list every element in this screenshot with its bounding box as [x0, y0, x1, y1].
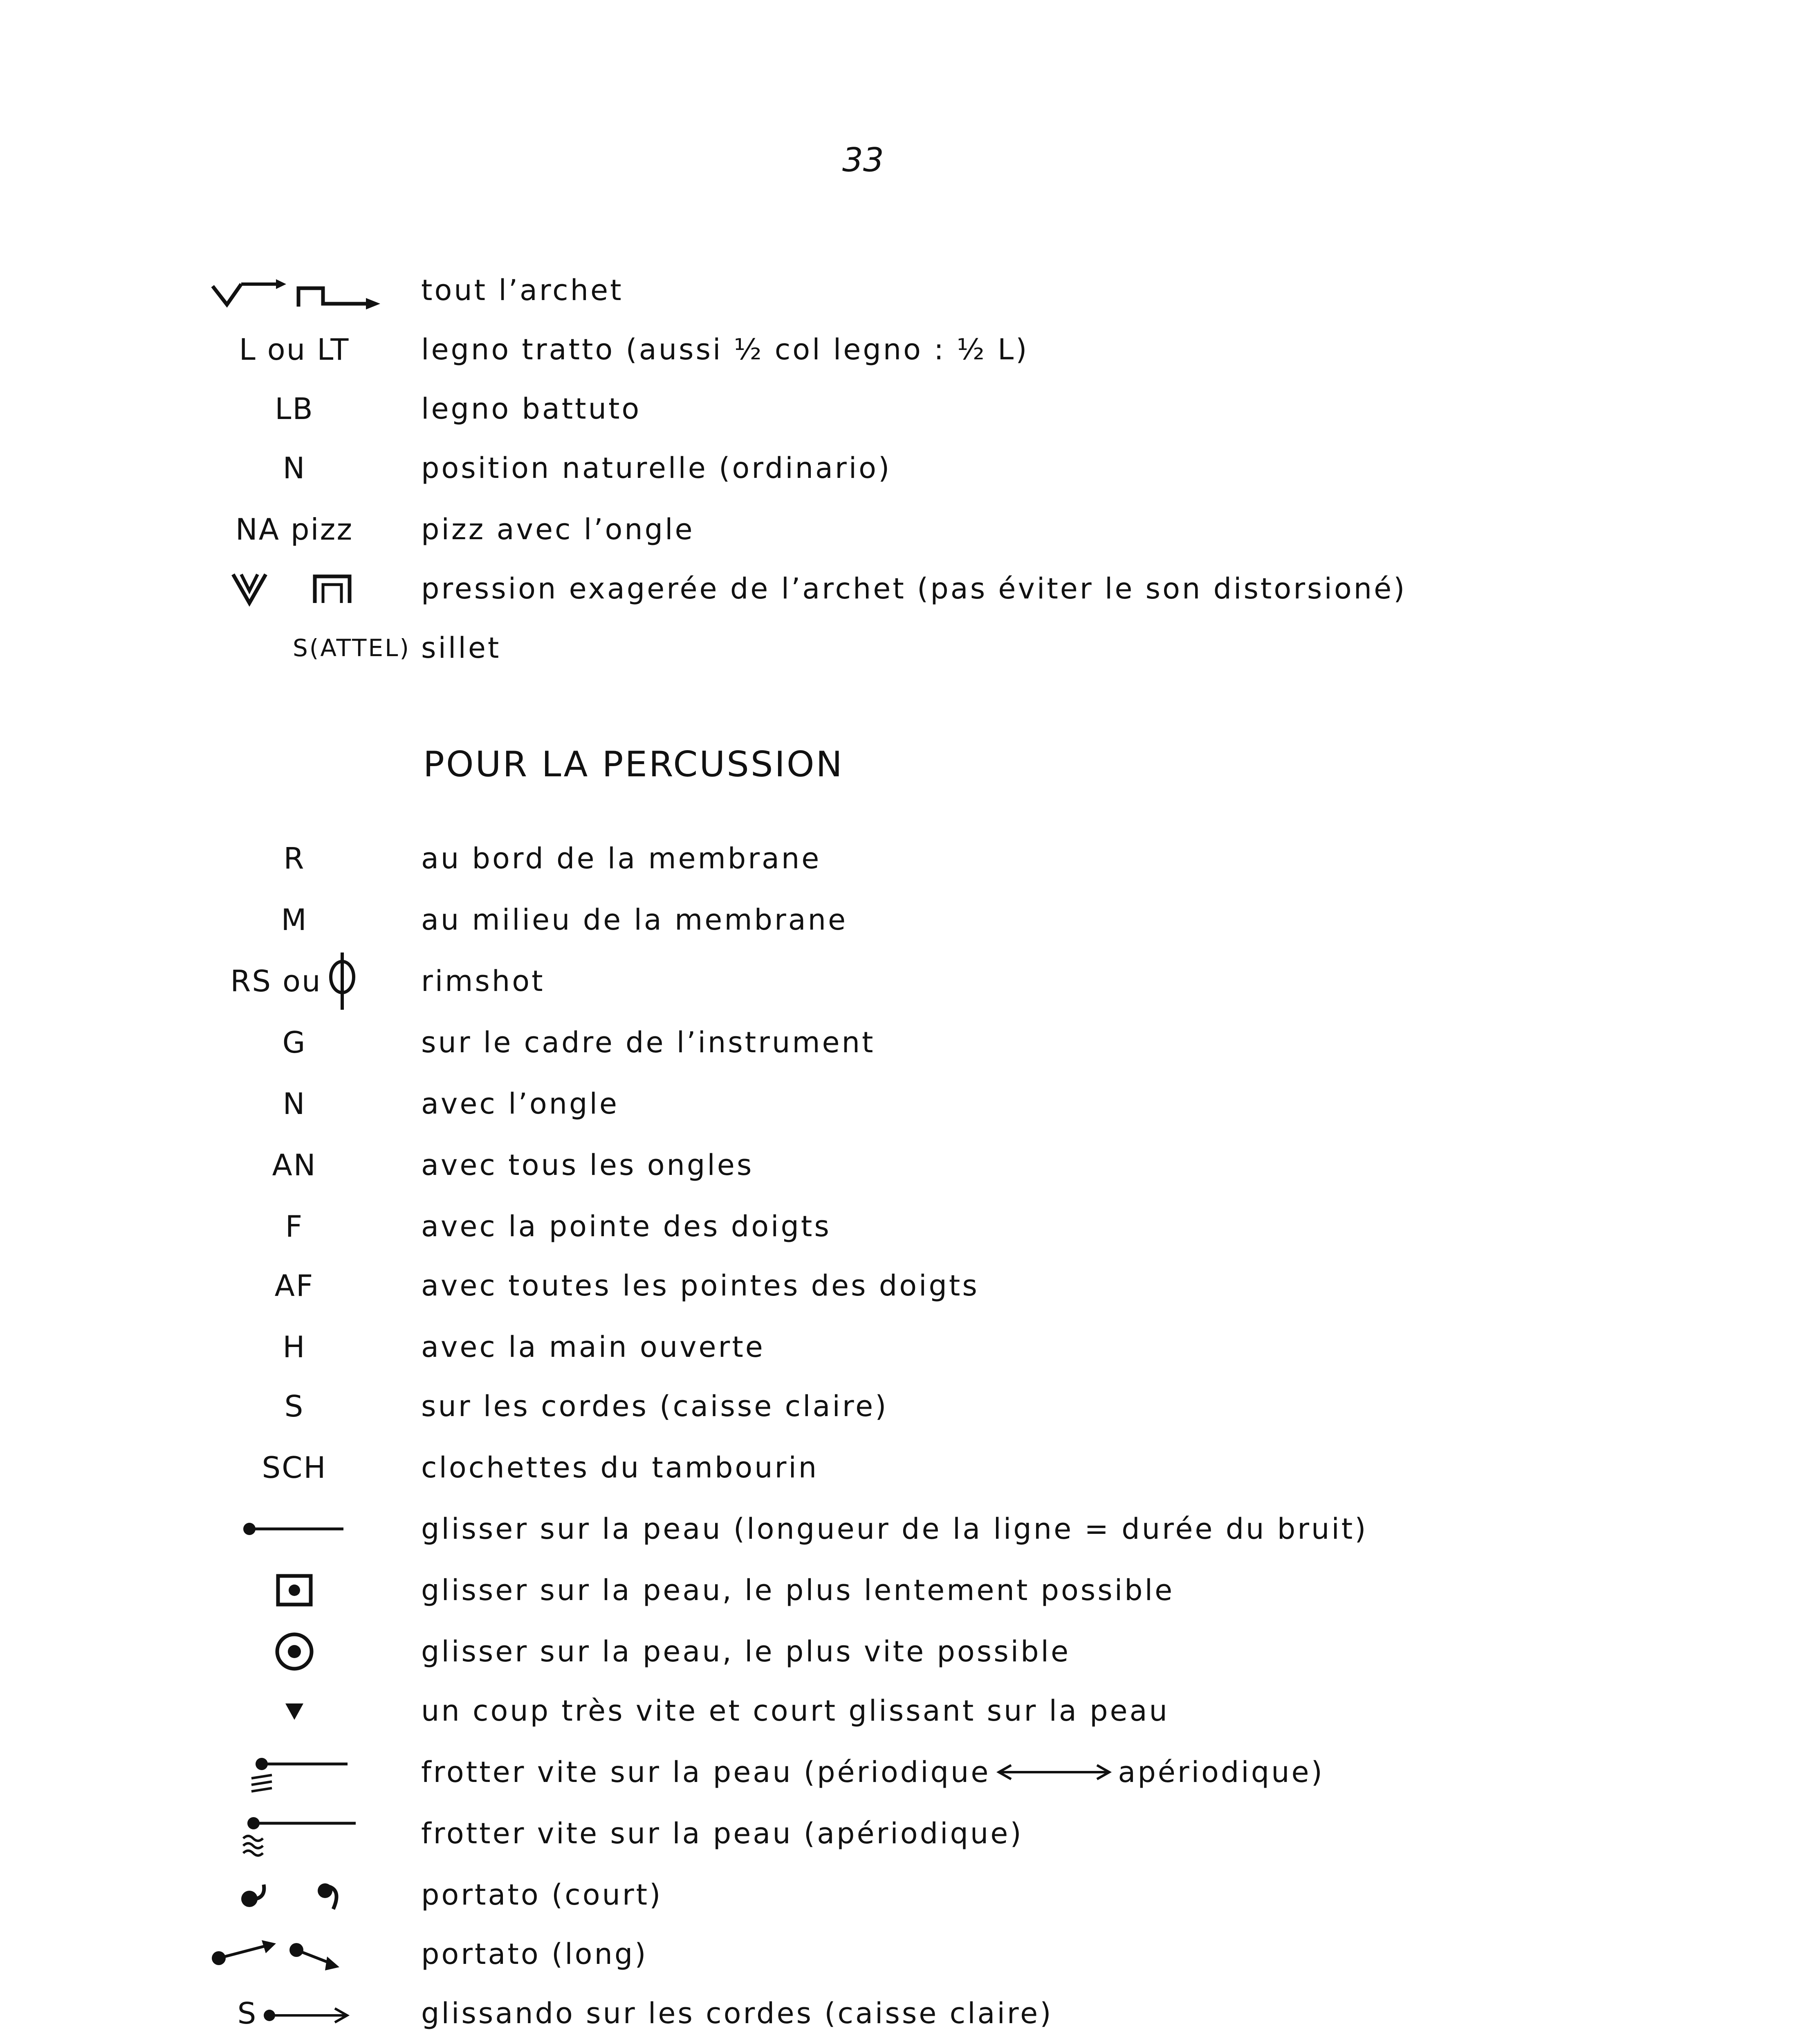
- legend-row: [0, 1134, 1799, 1196]
- symbol-label: N: [283, 1087, 306, 1121]
- description: avec l’ongle: [421, 1087, 619, 1121]
- description: avec la pointe des doigts: [421, 1210, 831, 1243]
- section-heading: POUR LA PERCUSSION: [423, 744, 844, 785]
- description: avec toutes les pointes des doigts: [421, 1269, 979, 1302]
- description: un coup très vite et court glissant sur la peau: [421, 1694, 1169, 1728]
- legend-row: [0, 1741, 1799, 1803]
- description: sillet: [421, 631, 501, 665]
- symbol-label: N: [283, 451, 306, 485]
- portato-short-icon: [233, 1874, 356, 1915]
- symbol-label: RS ou: [230, 964, 322, 998]
- description: glisser sur la peau, le plus lentement possible: [421, 1573, 1175, 1607]
- symbol-label: F: [285, 1209, 304, 1244]
- symbol-cell: [172, 950, 417, 1012]
- symbol-label: NA pizz: [235, 512, 354, 547]
- symbol-label: L ou LT: [239, 332, 350, 367]
- legend-row: [0, 1621, 1799, 1682]
- symbol-label: S(ATTEL): [292, 634, 411, 662]
- symbol-label: M: [281, 903, 308, 937]
- legend-row: [0, 1680, 1799, 1741]
- legend-row: [0, 1073, 1799, 1134]
- legend-row: [0, 1196, 1799, 1257]
- legend-row: [0, 499, 1799, 560]
- dot-in-square-icon: [274, 1572, 315, 1609]
- legend-row: [0, 378, 1799, 439]
- description: sur le cadre de l’instrument: [421, 1026, 875, 1059]
- symbol-label: S: [237, 1996, 258, 2031]
- legend-row: [0, 828, 1799, 889]
- dot-arrow-icon: [261, 2001, 351, 2026]
- symbol-label: AF: [274, 1269, 314, 1303]
- legend-row: [0, 1012, 1799, 1073]
- legend-row: [0, 1255, 1799, 1316]
- symbol-cell: [172, 1560, 417, 1621]
- symbol-label: H: [283, 1330, 306, 1364]
- description: au bord de la membrane: [421, 842, 821, 875]
- symbol-cell: [172, 1680, 417, 1741]
- description: legno battuto: [421, 392, 642, 426]
- legend-row: [0, 1983, 1799, 2044]
- dot-line-tremolo-icon: [237, 1746, 352, 1799]
- description: [421, 1741, 1324, 1803]
- description-part: apériodique): [1118, 1755, 1324, 1789]
- portato-long-icon: [209, 1930, 380, 1979]
- description-part: frotter vite sur la peau (périodique: [421, 1755, 991, 1789]
- description: glisser sur la peau (longueur de la ligne = durée du bruit): [421, 1512, 1368, 1546]
- symbol-label: S: [284, 1389, 305, 1423]
- legend-row: [0, 437, 1799, 499]
- legend-row: [0, 558, 1799, 619]
- legend-row: [0, 1864, 1799, 1925]
- description: glissando sur les cordes (caisse claire): [421, 1997, 1053, 2030]
- description: au milieu de la membrane: [421, 903, 848, 937]
- tout-archet-icon: [204, 268, 384, 313]
- description: portato (court): [421, 1878, 663, 1912]
- legend-row: [0, 889, 1799, 950]
- description: avec tous les ongles: [421, 1148, 754, 1182]
- legend-row: [0, 1923, 1799, 1985]
- description: tout l’archet: [421, 273, 624, 307]
- down-triangle-icon: [282, 1699, 307, 1723]
- description: portato (long): [421, 1937, 648, 1971]
- symbol-cell: [172, 1803, 417, 1864]
- legend-row: [0, 260, 1799, 321]
- page-number: 33: [842, 141, 884, 179]
- symbol-cell: [172, 1864, 417, 1925]
- description: legno tratto (aussi ½ col legno : ½ L): [421, 333, 1029, 366]
- legend-row: [0, 1376, 1799, 1437]
- description: avec la main ouverte: [421, 1330, 765, 1364]
- description: pizz avec l’ongle: [421, 513, 695, 546]
- description: glisser sur la peau, le plus vite possible: [421, 1635, 1071, 1668]
- description: sur les cordes (caisse claire): [421, 1390, 888, 1423]
- legend-row: [0, 950, 1799, 1012]
- legend-row: [0, 1560, 1799, 1621]
- legend-row: [0, 1803, 1799, 1864]
- dot-in-circle-icon: [272, 1629, 317, 1674]
- symbol-label: LB: [275, 392, 314, 426]
- symbol-cell: [172, 260, 417, 321]
- legend-row: [0, 1498, 1799, 1560]
- description: frotter vite sur la peau (apériodique): [421, 1817, 1023, 1850]
- description: rimshot: [421, 964, 545, 998]
- legend-row: [0, 1437, 1799, 1498]
- symbol-cell: [172, 1923, 417, 1985]
- symbol-cell: [172, 1498, 417, 1560]
- symbol-cell: [172, 1741, 417, 1803]
- symbol-cell: [172, 1621, 417, 1682]
- phi-rimshot-icon: [326, 948, 359, 1014]
- symbol-label: SCH: [262, 1450, 327, 1485]
- symbol-label: AN: [272, 1148, 317, 1182]
- double-arrow-icon: [993, 1762, 1115, 1782]
- dot-line-icon: [241, 1517, 348, 1541]
- legend-row: [0, 1316, 1799, 1378]
- description: clochettes du tambourin: [421, 1451, 819, 1484]
- description: pression exagerée de l’archet (pas éviter le son distorsioné): [421, 572, 1407, 605]
- description: position naturelle (ordinario): [421, 451, 892, 485]
- dot-line-wavy-icon: [229, 1809, 360, 1858]
- symbol-label: G: [282, 1025, 307, 1060]
- symbol-label: R: [283, 841, 305, 876]
- pression-icon: [227, 568, 362, 609]
- legend-row: [0, 319, 1799, 380]
- symbol-cell: [172, 558, 417, 619]
- legend-row: [0, 617, 1799, 679]
- symbol-cell: [172, 1983, 417, 2044]
